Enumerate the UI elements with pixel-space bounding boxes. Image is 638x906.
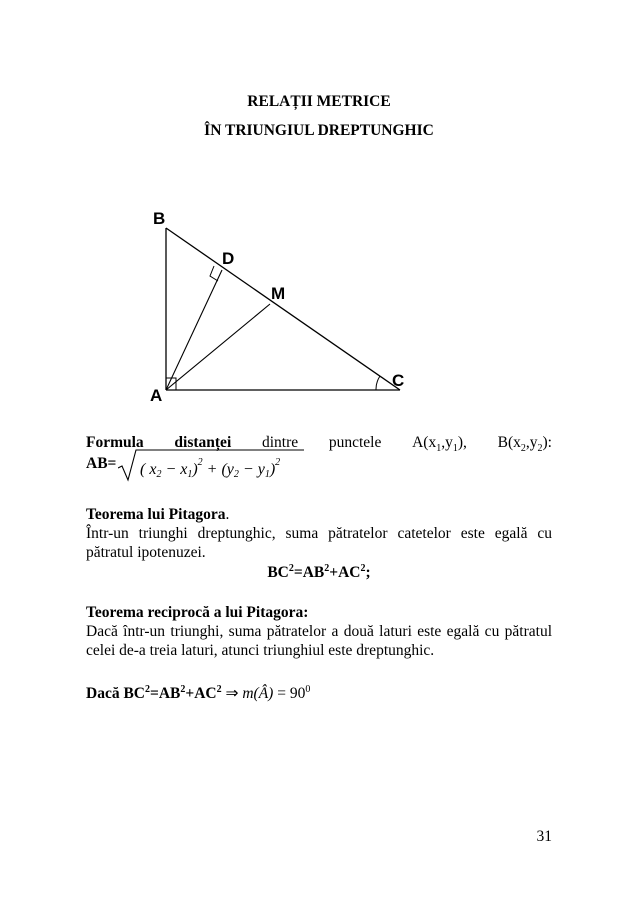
page-title-line2: ÎN TRIUNGIUL DREPTUNGHIC bbox=[204, 122, 434, 139]
segment-bc bbox=[166, 228, 400, 390]
pythagoras-equation: $BC^2=AB^2+AC^2$; bbox=[267, 562, 371, 581]
word-punctele: punctele bbox=[328, 434, 382, 451]
pythagoras-heading: Teorema lui Pitagora. bbox=[86, 506, 230, 523]
word-formula: Formula bbox=[86, 434, 144, 451]
label-b: B bbox=[153, 209, 166, 228]
svg-text:( x2 − x1)2 + (y2 − y1)2: ( $x2 - x1)^2 + (y2 - y1)^2$ bbox=[140, 457, 281, 480]
distance-formula-sqrt bbox=[118, 448, 308, 484]
reciprocal-text: Dacă într-un triunghi, suma pătratelor a două laturi este egală cu pătratul celei de-a treia laturi, atunci triunghiul este dreptunghic. bbox=[86, 623, 552, 659]
pythagoras-text: Într-un triunghi dreptunghic, suma pătratelor catetelor este egală cu pătratul ipotenuzei. bbox=[86, 525, 552, 561]
angle-arc-c bbox=[376, 376, 380, 390]
point-b: $B(x_2,y_2)$: bbox=[497, 434, 552, 455]
right-angle-mark-d bbox=[210, 266, 218, 281]
conclusion-line: Dacă $BC^2=AB^2+AC^2$ ⇒ m(Â) = $90^0$ bbox=[86, 683, 311, 702]
page-number: 31 bbox=[536, 828, 552, 845]
ab-label: AB= bbox=[86, 455, 117, 472]
median-am bbox=[166, 304, 270, 390]
reciprocal-heading: Teorema reciprocă a lui Pitagora: bbox=[86, 604, 309, 621]
word-dintre: dintre bbox=[261, 434, 299, 451]
word-distantei: distanței bbox=[174, 434, 232, 451]
label-d: D bbox=[222, 249, 235, 268]
triangle-figure bbox=[140, 200, 430, 405]
altitude-ad bbox=[166, 270, 222, 390]
page-title-line1: RELAȚII METRICE bbox=[247, 93, 391, 110]
label-m: M bbox=[271, 284, 286, 303]
label-a: A bbox=[150, 386, 163, 405]
label-c: C bbox=[392, 371, 405, 390]
point-a: $A(x_1,y_1)$, bbox=[412, 434, 467, 455]
